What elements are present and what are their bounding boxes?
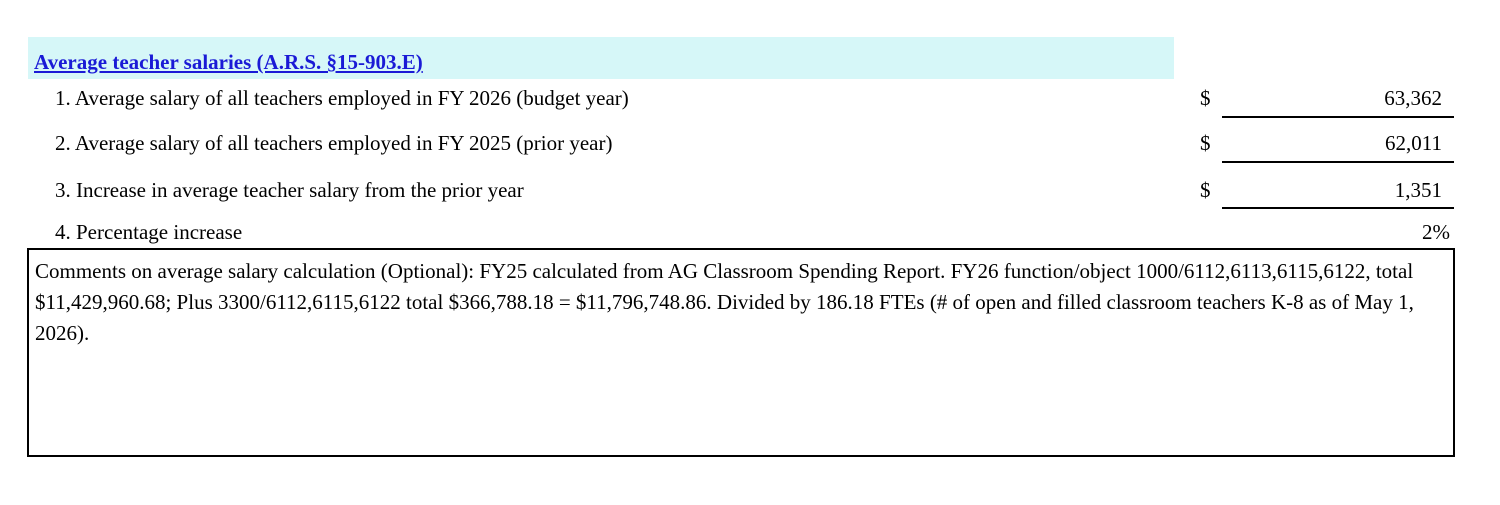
salary-row-1: [0, 86, 1500, 116]
row-value: 63,362: [1384, 86, 1442, 110]
row-value: 2%: [1422, 220, 1450, 244]
row-value: 62,011: [1385, 131, 1442, 155]
currency-symbol: $: [1200, 131, 1211, 155]
value-underline: [1222, 116, 1454, 118]
salary-row-4: [0, 220, 1500, 250]
section-title-link[interactable]: Average teacher salaries (A.R.S. §15-903.E): [34, 50, 423, 74]
row-value: 1,351: [1394, 178, 1442, 202]
salary-row-3: [0, 178, 1500, 208]
section-header: [28, 37, 1174, 79]
value-underline: [1222, 207, 1454, 209]
row-label: 2. Average salary of all teachers employed in FY 2025 (prior year): [55, 131, 613, 155]
comments-box[interactable]: [27, 248, 1455, 457]
currency-symbol: $: [1200, 86, 1211, 110]
salary-row-2: [0, 131, 1500, 161]
row-label: 4. Percentage increase: [55, 220, 243, 244]
currency-symbol: $: [1200, 178, 1211, 202]
comments-text: Comments on average salary calculation (Optional): FY25 calculated from AG Classroom Spending Report. FY26 function/object 1000/6112,6113,6115,6122, total $11,429,960.68; Plus 3300/6112,6115,6122 total $366,788.18 = $11,796,748.86. Divided by 186.18 FTEs (# of open and filled classroom teachers K-8 as of May 1, 2026).: [35, 259, 1414, 345]
row-label: 1. Average salary of all teachers employed in FY 2026 (budget year): [55, 86, 629, 110]
value-underline: [1222, 161, 1454, 163]
row-label: 3. Increase in average teacher salary from the prior year: [55, 178, 524, 202]
